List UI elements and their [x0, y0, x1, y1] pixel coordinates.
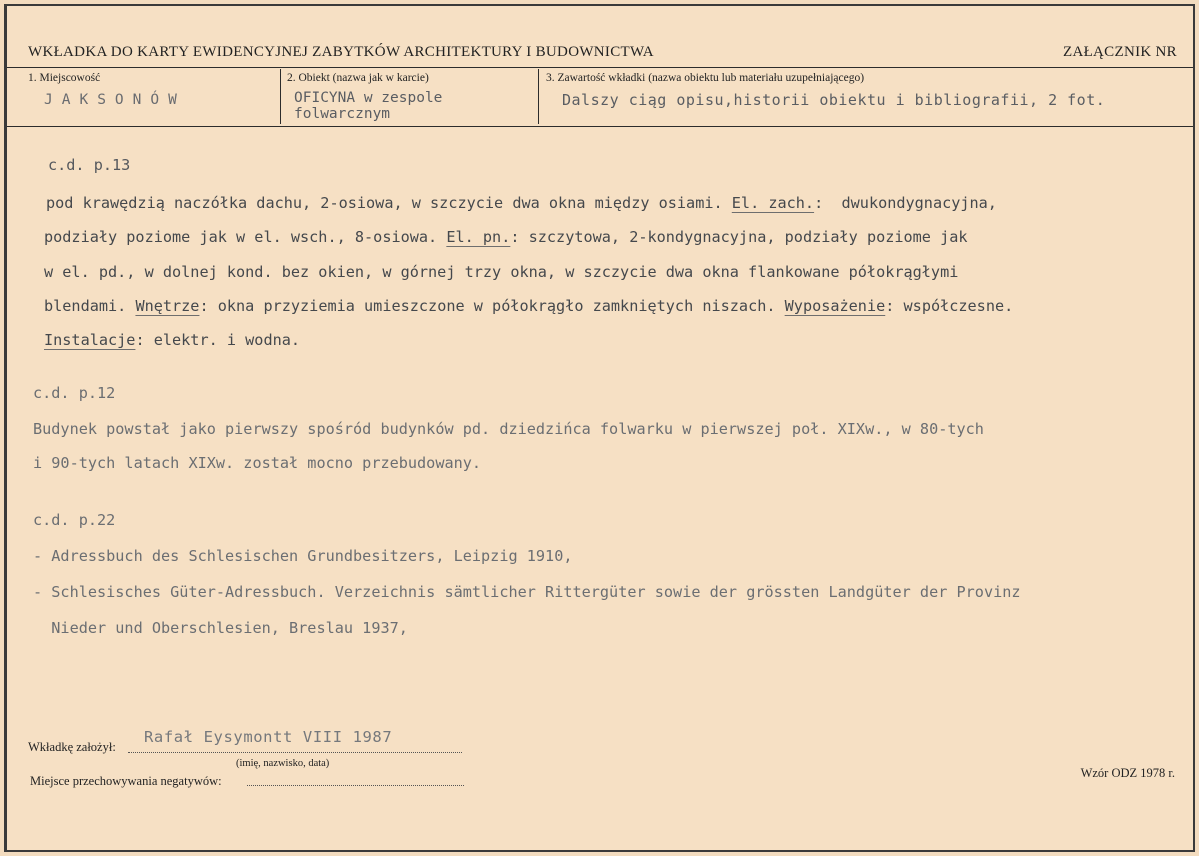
bibliography-item-2-cont: Nieder und Oberschlesien, Breslau 1937,: [33, 619, 408, 637]
field-divider-1: [280, 69, 281, 124]
locality-label: 1. Miejscowość: [28, 72, 101, 84]
section-2-line-2: i 90-tych latach XIXw. został mocno przebudowany.: [33, 454, 482, 472]
founder-signature: Rafał Eysymontt VIII 1987: [144, 728, 393, 746]
section-1-line-2: podziały poziome jak w el. wsch., 8-osiowa. El. pn.: szczytowa, 2-kondygnacyjna, podziały poziome jak: [44, 228, 968, 246]
founder-hint: (imię, nazwisko, data): [236, 758, 330, 769]
negatives-dotted-line: [247, 785, 464, 786]
section-3-heading: c.d. p.22: [33, 511, 116, 529]
form-template-id: Wzór ODZ 1978 r.: [1080, 766, 1175, 780]
content-value: Dalszy ciąg opisu,historii obiektu i bibliografii, 2 fot.: [562, 91, 1106, 109]
keyword-wnetrze: Wnętrze: [135, 297, 200, 315]
object-value-line1: OFICYNA w zespole: [294, 90, 443, 106]
section-1-line-5: Instalacje: elektr. i wodna.: [44, 331, 301, 349]
object-label: 2. Obiekt (nazwa jak w karcie): [287, 72, 429, 84]
founder-dotted-line: [128, 752, 462, 753]
founder-label: Wkładkę założył:: [28, 740, 116, 754]
bibliography-item-1: - Adressbuch des Schlesischen Grundbesitzers, Leipzig 1910,: [33, 547, 573, 565]
bibliography-item-2: - Schlesisches Güter-Adressbuch. Verzeichnis sämtlicher Rittergüter sowie der grössten Landgüter der Provinz: [33, 583, 1021, 601]
field-divider-2: [538, 69, 539, 124]
locality-value: JAKSONÓW: [44, 92, 186, 108]
section-1-line-1: pod krawędzią naczółka dachu, 2-osiowa, w szczycie dwa okna między osiami. El. zach.: dwukondygnacyjna,: [46, 194, 997, 212]
keyword-wyposazenie: Wyposażenie: [784, 297, 886, 315]
keyword-el-zach: El. zach.: [731, 194, 815, 212]
section-2-line-1: Budynek powstał jako pierwszy spośród budynków pd. dziedzińca folwarku w pierwszej poł. XIXw., w 80-tych: [33, 420, 984, 438]
form-title: WKŁADKA DO KARTY EWIDENCYJNEJ ZABYTKÓW ARCHITEKTURY I BUDOWNICTWA: [28, 44, 654, 60]
header-rule-bottom: [7, 126, 1193, 127]
section-1-line-4: blendami. Wnętrze: okna przyziemia umieszczone w półokrągło zamkniętych niszach. Wyposażenie: współczesne.: [44, 297, 1014, 315]
section-1-line-3: w el. pd., w dolnej kond. bez okien, w górnej trzy okna, w szczycie dwa okna flankowane półokrągłymi: [44, 263, 959, 281]
content-label: 3. Zawartość wkładki (nazwa obiektu lub materiału uzupełniającego): [546, 72, 865, 84]
object-value-line2: folwarcznym: [294, 106, 391, 122]
section-2-heading: c.d. p.12: [33, 384, 116, 402]
keyword-instalacje: Instalacje: [44, 331, 136, 349]
header-rule-top: [7, 67, 1193, 68]
negatives-label: Miejsce przechowywania negatywów:: [30, 774, 222, 788]
attachment-number-label: ZAŁĄCZNIK NR: [1062, 44, 1177, 60]
section-1-heading: c.d. p.13: [48, 156, 131, 174]
keyword-el-pn: El. pn.: [446, 228, 511, 246]
